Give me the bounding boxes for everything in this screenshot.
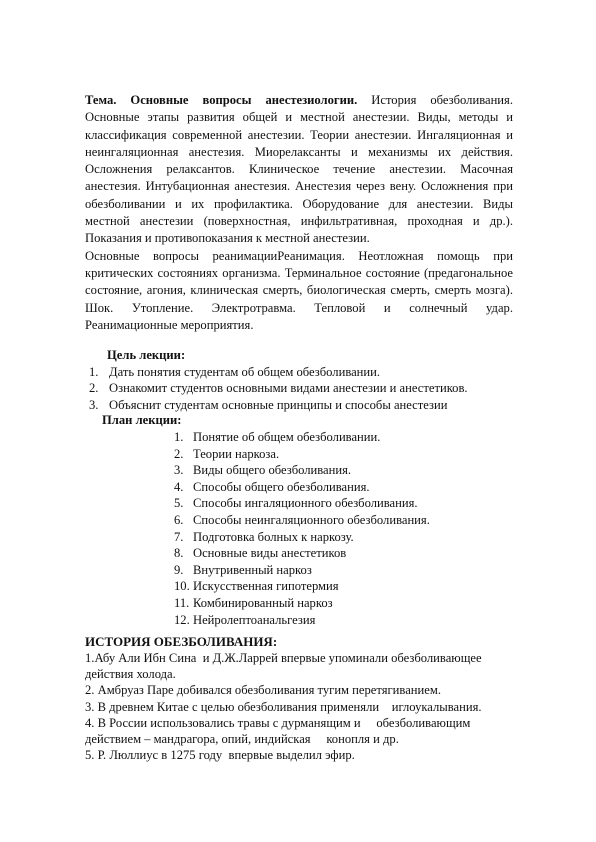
goal-item-text: Объяснит студентам основные принципы и способы анестезии [109, 397, 448, 412]
plan-item [174, 429, 430, 446]
plan-item-number: 8. [174, 546, 184, 561]
goal-item-number: 3. [89, 397, 99, 412]
plan-item [174, 578, 430, 595]
plan-item-text: Нейролептоанальгезия [193, 612, 316, 627]
history-heading: ИСТОРИЯ ОБЕЗБОЛИВАНИЯ: [85, 634, 278, 649]
plan-item [174, 479, 430, 496]
plan-item [174, 612, 430, 629]
resuscitation-text: Основные вопросы реанимацииРеанимация. Неотложная помощь при критических состояниях организма. Терминальное состояние (предагональное состояние, агония, клиническая смерть, биологическая смерть, смерть мозга). Шок. Утопление. Электротравма. Тепловой и солнечный удар. Реанимационные мероприятия. [85, 248, 513, 332]
history-item: 4. В России использовались травы с дурманящим и обезболивающим действием – мандрагора, опий, индийская конопля и др. [85, 715, 474, 747]
topic-intro [85, 92, 513, 248]
plan-item-text: Способы неингаляционного обезболивания. [193, 512, 430, 527]
plan-item-number: 6. [174, 512, 184, 527]
goal-list [89, 364, 468, 413]
plan-item [174, 462, 430, 479]
history-list [85, 650, 525, 763]
plan-item-number: 2. [174, 446, 184, 461]
goal-item-text: Дать понятия студентам об общем обезболивании. [109, 365, 381, 379]
goal-item-text: Ознакомит студентов основными видами анестезии и анестетиков. [109, 381, 468, 396]
plan-heading: План лекции: [102, 413, 182, 427]
topic-text: История обезболивания. Основные этапы развития общей и местной анестезии. Виды, методы и классификация современной анестезии. Теории анестезии. Ингаляционная и неингаляционная анестезия. Миорелаксанты и механизмы их действия. Осложнения релаксантов. Клиническое течение анестезии. Масочная анестезия. Интубационная анестезия. Анестезия через вену. Осложнения при обезболивании и их профилактика. Оборудование для анестезии. Виды местной анестезии (поверхностная, инфильтративная, проходная и др.). Показания и противопоказания к местной анестезии. [85, 93, 513, 246]
plan-item-text: Понятие об общем обезболивании. [193, 430, 381, 444]
plan-item-text: Способы общего обезболивания. [193, 479, 370, 494]
plan-item-number: 7. [174, 529, 184, 544]
plan-item-text: Основные виды анестетиков [193, 546, 347, 561]
plan-item-number: 9. [174, 562, 184, 577]
goal-item [89, 364, 468, 380]
topic-label: Тема. Основные вопросы анестезиологии. [85, 93, 358, 107]
plan-item [174, 562, 430, 579]
history-item: 1.Абу Али Ибн Сина и Д.Ж.Ларрей впервые упоминали обезболивающее действия холода. [85, 651, 485, 682]
plan-item [174, 595, 430, 612]
plan-item-number: 11. [174, 595, 190, 610]
plan-item [174, 495, 430, 512]
plan-item-text: Комбинированный наркоз [193, 595, 333, 610]
history-item: 3. В древнем Китае с целью обезболивания применяли иглоукалывания. [85, 699, 482, 714]
plan-item-number: 4. [174, 479, 184, 494]
history-item: 2. Амбруаз Паре добивался обезболивания тугим перетягиванием. [85, 683, 441, 698]
plan-item [174, 529, 430, 546]
goal-item [89, 397, 468, 413]
plan-list [174, 429, 430, 628]
plan-item [174, 545, 430, 562]
goal-item-number: 1. [89, 365, 99, 379]
goal-item [89, 380, 468, 396]
plan-item-text: Искусственная гипотермия [193, 579, 339, 594]
goal-heading: Цель лекции: [107, 348, 186, 362]
plan-item-text: Внутривенный наркоз [193, 562, 312, 577]
plan-item-text: Подготовка болных к наркозу. [193, 529, 354, 544]
plan-item-text: Теории наркоза. [193, 446, 280, 461]
plan-item-text: Способы ингаляционного обезболивания. [193, 496, 418, 511]
plan-item-number: 10. [174, 579, 190, 594]
plan-item-text: Виды общего обезболивания. [193, 463, 352, 478]
plan-item-number: 12. [174, 612, 190, 627]
plan-item [174, 512, 430, 529]
plan-item-number: 1. [174, 430, 184, 444]
plan-item-number: 5. [174, 496, 184, 511]
plan-item [174, 446, 430, 463]
goal-item-number: 2. [89, 381, 99, 396]
topic-paragraph [85, 92, 513, 334]
plan-item-number: 3. [174, 463, 184, 478]
history-item: 5. Р. Люллиус в 1275 году впервые выделил эфир. [85, 748, 355, 763]
